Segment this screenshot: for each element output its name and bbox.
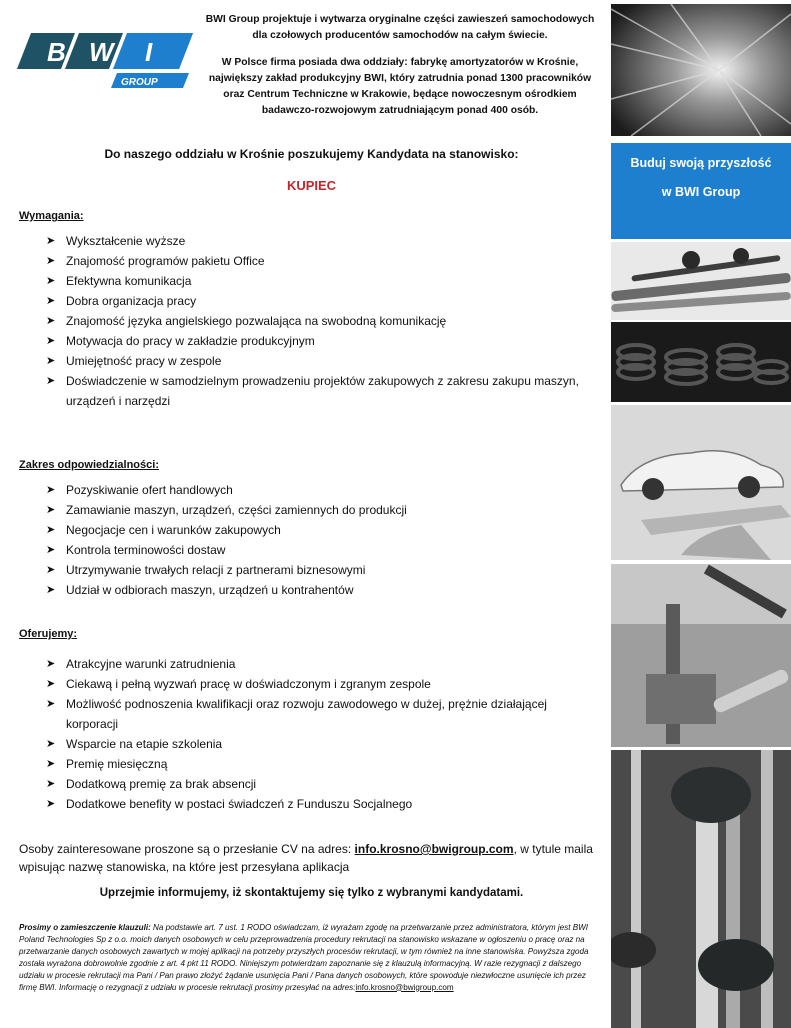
- arrow-bullet-icon: ➤: [46, 335, 56, 347]
- list-item: ➤ Znajomość języka angielskiego pozwalająca na swobodną komunikację: [46, 311, 602, 331]
- list-item: ➤ Pozyskiwanie ofert handlowych: [46, 480, 602, 500]
- list-item: ➤ Kontrola terminowości dostaw: [46, 540, 602, 560]
- arrow-bullet-icon: ➤: [46, 315, 56, 327]
- arrow-bullet-icon: ➤: [46, 658, 56, 670]
- logo-letter-i: I: [145, 37, 153, 67]
- lead-heading: Do naszego oddziału w Krośnie poszukujemy Kandydata na stanowisko:: [104, 147, 519, 161]
- arrow-bullet-icon: ➤: [46, 295, 56, 307]
- intro-poland-branches: W Polsce firma posiada dwa oddziały: fabrykę amortyzatorów w Krośnie, największy zakład produkcyjny BWI, który zatrudnia ponad 1300 pracowników oraz Centrum Techniczne w Krakowie, będące nowoczesnym ośrodkiem badawczo-rozwojowym zatrudniającym ponad 400 osób.: [208, 57, 592, 116]
- promo-line-2: w BWI Group: [661, 185, 741, 199]
- list-item: ➤ Efektywna komunikacja: [46, 271, 602, 291]
- clause-label: Prosimy o zamieszczenie klauzuli:: [19, 923, 151, 932]
- responsibilities-list: [46, 480, 602, 600]
- list-item: ➤ Dodatkowe benefity w postaci świadczeń z Funduszu Socjalnego: [46, 794, 602, 814]
- list-item: ➤ Dobra organizacja pracy: [46, 291, 602, 311]
- glass-car-on-tablet-image: [611, 405, 791, 560]
- list-item: ➤ Utrzymywanie trwałych relacji z partnerami biznesowymi: [46, 560, 602, 580]
- logo-letter-b: B: [47, 37, 66, 67]
- list-item: ➤ Możliwość podnoszenia kwalifikacji oraz rozwoju zawodowego w dużej, prężnie działającej korporacji: [46, 694, 602, 734]
- list-item: ➤ Dodatkową premię za brak absencji: [46, 774, 602, 794]
- arrow-bullet-icon: ➤: [46, 504, 56, 516]
- list-item: ➤ Zamawianie maszyn, urządzeń, części zamiennych do produkcji: [46, 500, 602, 520]
- clause-text: Na podstawie art. 7 ust. 1 RODO oświadczam, iż wyrażam zgodę na przetwarzanie przez administratora, którym jest BWI Poland Technologies Sp z o.o. moich danych osobowych w celu przeprowadzenia procedury rekrutacji na stanowisko wskazane w ogłoszeniu o pracę oraz na przetwarzanie danych osobowych zawartych w mojej aplikacji na potrzeby przyszłych procesów rekrutacji, w tym również na inne stanowiska. Powyższa zgoda została wyrażona dobrowolnie zgodnie z art. 4 pkt 11 RODO. Niniejszym potwierdzam zapoznanie się z klauzulą informacyjną. W razie rezygnacji z dalszego udziału w procesie rekrutacji ma Pani / Pan prawo złożyć żądanie usunięcia Pani / Pana danych osobowych, które spowoduje niezwłoczne usunięcie ich przez firmę BWI. Informację o rezygnacji z udziału w procesie rekrutacji prosimy przesyłać na adres:: [19, 923, 589, 992]
- list-item: ➤ Premię miesięczną: [46, 754, 602, 774]
- bwi-group-logo: [17, 33, 193, 91]
- list-item: ➤ Znajomość programów pakietu Office: [46, 251, 602, 271]
- responsibilities-title: Zakres odpowiedzialności:: [19, 459, 159, 471]
- requirements-title: Wymagania:: [19, 210, 84, 222]
- list-item: ➤ Udział w odbiorach maszyn, urządzeń u kontrahentów: [46, 580, 602, 600]
- list-item: ➤ Umiejętność pracy w zespole: [46, 351, 602, 371]
- list-item: ➤ Wykształcenie wyższe: [46, 231, 602, 251]
- arrow-bullet-icon: ➤: [46, 698, 56, 710]
- arrow-bullet-icon: ➤: [46, 778, 56, 790]
- logo-group-text: GROUP: [121, 77, 158, 88]
- offer-title: Oferujemy:: [19, 628, 78, 640]
- selection-notice: Uprzejmie informujemy, iż skontaktujemy się tylko z wybranymi kandydatami.: [99, 887, 524, 899]
- arrow-bullet-icon: ➤: [46, 484, 56, 496]
- arrow-bullet-icon: ➤: [46, 798, 56, 810]
- arrow-bullet-icon: ➤: [46, 758, 56, 770]
- arrow-bullet-icon: ➤: [46, 235, 56, 247]
- list-item: ➤ Wsparcie na etapie szkolenia: [46, 734, 602, 754]
- clause-email-link[interactable]: info.krosno@bwigroup.com: [355, 982, 454, 992]
- promo-banner: [611, 143, 791, 239]
- gdpr-clause: [19, 922, 604, 993]
- intro-company-description: BWI Group projektuje i wytwarza oryginalne części zawieszeń samochodowych dla czołowych producentów samochodów na całym świecie.: [205, 14, 595, 41]
- requirements-list: [46, 231, 602, 411]
- list-item: ➤ Atrakcyjne warunki zatrudnienia: [46, 654, 602, 674]
- arrow-bullet-icon: ➤: [46, 524, 56, 536]
- shock-absorber-rods-image: [611, 242, 791, 320]
- position-title: KUPIEC: [286, 178, 337, 193]
- arrow-bullet-icon: ➤: [46, 738, 56, 750]
- arrow-bullet-icon: ➤: [46, 584, 56, 596]
- list-item: ➤ Ciekawą i pełną wyzwań pracę w doświadczonym i zgranym zespole: [46, 674, 602, 694]
- arrow-bullet-icon: ➤: [46, 375, 56, 387]
- contact-paragraph: Osoby zainteresowane proszone są o przesłanie CV na adres: info.krosno@bwigroup.com, w tytule maila wpisując nazwę stanowiska, na które jest przesyłana aplikacja: [19, 842, 593, 874]
- list-item: ➤ Motywacja do pracy w zakładzie produkcyjnym: [46, 331, 602, 351]
- list-item: ➤ Doświadczenie w samodzielnym prowadzeniu projektów zakupowych z zakresu zakupu maszyn, urządzeń i narzędzi: [46, 371, 602, 411]
- speed-tunnel-image: [611, 4, 791, 136]
- technician-hands-shock-absorbers-image: [611, 750, 791, 1028]
- list-item: ➤ Negocjacje cen i warunków zakupowych: [46, 520, 602, 540]
- arrow-bullet-icon: ➤: [46, 275, 56, 287]
- arrow-bullet-icon: ➤: [46, 544, 56, 556]
- arrow-bullet-icon: ➤: [46, 255, 56, 267]
- shock-absorber-assembly-image: [611, 564, 791, 747]
- arrow-bullet-icon: ➤: [46, 355, 56, 367]
- logo-letter-w: W: [89, 37, 114, 67]
- arrow-bullet-icon: ➤: [46, 564, 56, 576]
- promo-line-1: Buduj swoją przyszłość: [630, 156, 772, 170]
- arrow-bullet-icon: ➤: [46, 678, 56, 690]
- offer-list: [46, 654, 602, 814]
- coil-springs-image: [611, 322, 791, 402]
- contact-email-link[interactable]: info.krosno@bwigroup.com: [354, 842, 514, 856]
